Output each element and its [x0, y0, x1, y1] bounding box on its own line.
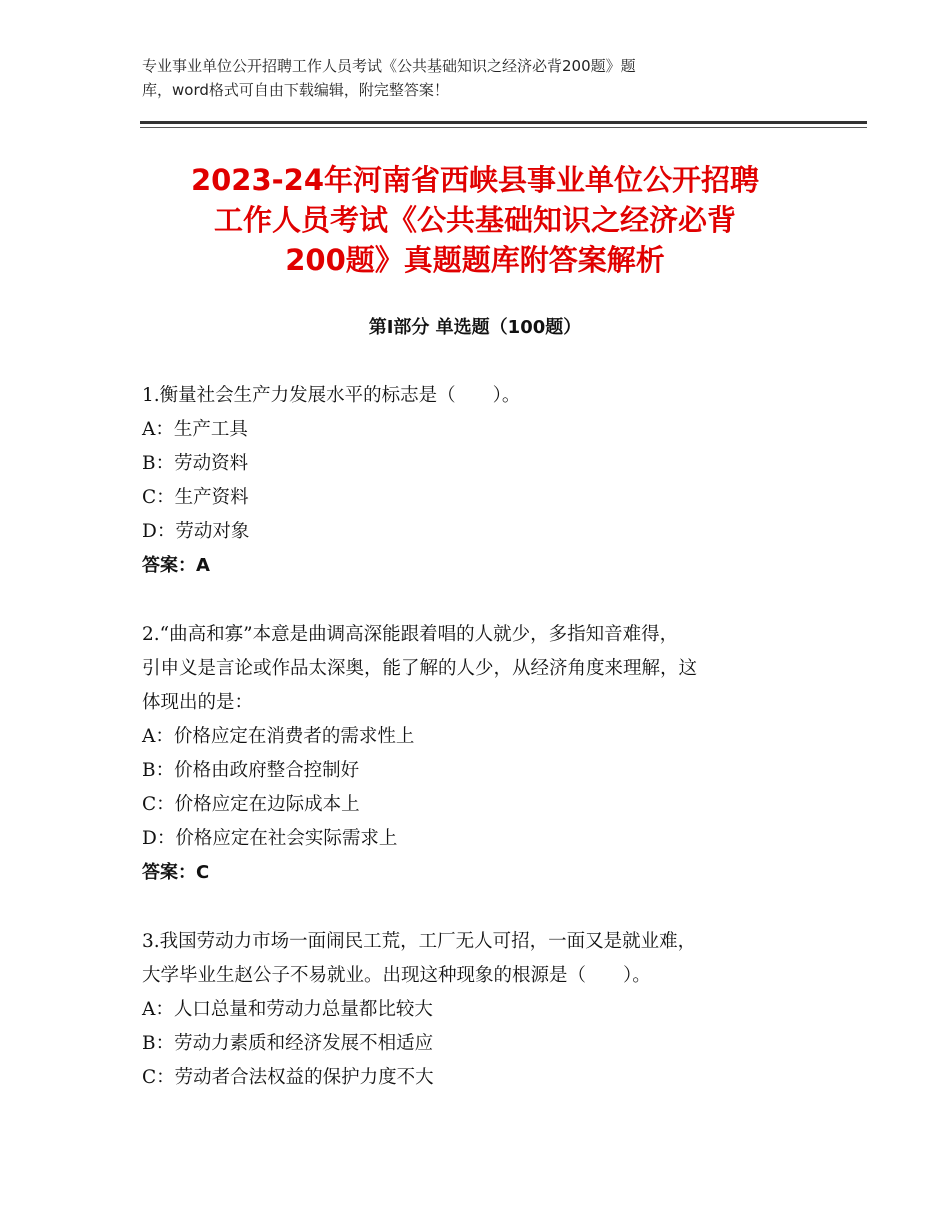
question-2-stem-line-3: 体现出的是：	[142, 692, 254, 713]
header-note-line-1: 专业事业单位公开招聘工作人员考试《公共基础知识之经济必背200题》题	[142, 57, 636, 75]
question-3-stem-line-2: 大学毕业生赵公子不易就业。出现这种现象的根源是（ ）。	[142, 965, 651, 986]
question-3-option-a: A：人口总量和劳动力总量都比较大	[142, 999, 433, 1020]
document-header-note	[142, 54, 782, 102]
question-1-stem: 1.衡量社会生产力发展水平的标志是（ ）。	[142, 385, 521, 406]
question-3-stem-line-1: 3.我国劳动力市场一面闹民工荒，工厂无人可招，一面又是就业难，	[142, 931, 697, 952]
header-note-line-2: 库，word格式可自由下载编辑，附完整答案！	[142, 81, 449, 99]
header-divider-thick	[140, 121, 867, 124]
document-title	[140, 160, 810, 280]
title-line-3: 200题》真题题库附答案解析	[285, 243, 665, 277]
question-3-option-c: C：劳动者合法权益的保护力度不大	[142, 1067, 434, 1088]
question-2-option-a: A：价格应定在消费者的需求性上	[142, 726, 415, 747]
question-2-option-c: C：价格应定在边际成本上	[142, 794, 360, 815]
question-2-option-d: D：价格应定在社会实际需求上	[142, 828, 398, 849]
question-2-answer: 答案：C	[142, 862, 210, 883]
question-3-option-b: B：劳动力素质和经济发展不相适应	[142, 1033, 434, 1054]
header-divider-thin	[140, 127, 867, 128]
question-2-stem-line-2: 引申义是言论或作品太深奥，能了解的人少，从经济角度来理解，这	[142, 658, 698, 679]
question-1-answer: 答案：A	[142, 555, 210, 576]
question-2-option-b: B：价格由政府整合控制好	[142, 760, 360, 781]
question-1-option-c: C：生产资料	[142, 487, 249, 508]
title-line-1: 2023-24年河南省西峡县事业单位公开招聘	[190, 163, 760, 197]
section-heading: 第Ⅰ部分 单选题（100题）	[368, 317, 582, 338]
question-1-option-a: A：生产工具	[142, 419, 248, 440]
title-line-2: 工作人员考试《公共基础知识之经济必背	[213, 203, 736, 237]
question-2-stem-line-1: 2.“曲高和寡”本意是曲调高深能跟着唱的人就少，多指知音难得，	[142, 624, 679, 645]
question-1-option-d: D：劳动对象	[142, 521, 250, 542]
question-1-option-b: B：劳动资料	[142, 453, 249, 474]
